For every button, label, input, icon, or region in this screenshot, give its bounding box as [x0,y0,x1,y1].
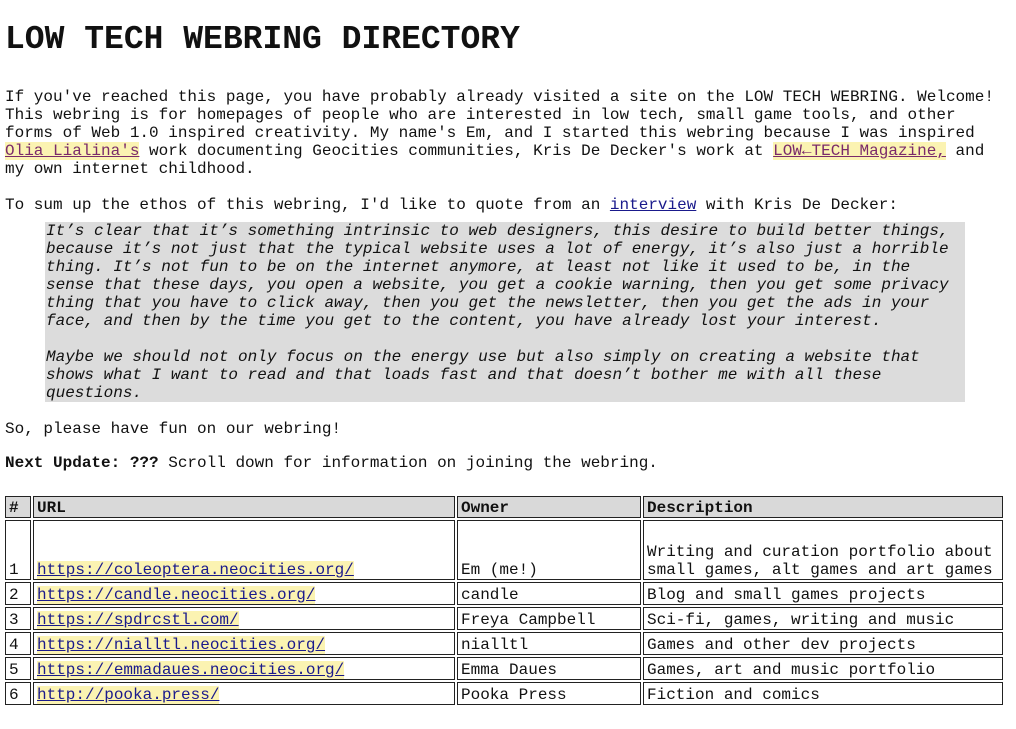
ethos-paragraph [5,196,1005,214]
row-owner: Em (me!) [457,520,641,580]
row-url-link[interactable]: http://pooka.press/ [37,686,220,704]
row-url-cell [33,582,455,605]
table-row [5,520,1003,580]
row-owner: candle [457,582,641,605]
row-url-link[interactable]: https://emmadaues.neocities.org/ [37,661,345,679]
page [5,0,1005,707]
intro-text-1: If you've reached this page, you have probably already visited a site on the LOW TECH WEBRING. Welcome! This webring is for homepages of people who are interested in low tech, small game tools, and other forms of Web 1.0 inspired creativity. My name's Em, and I started this webring because I was inspired [5,88,994,142]
fun-text: So, please have fun on our webring! [5,420,342,438]
row-description: Blog and small games projects [643,582,1003,605]
row-owner: Pooka Press [457,682,641,705]
row-url-cell [33,682,455,705]
next-update-label: Next Update: ??? [5,454,159,472]
row-description: Sci-fi, games, writing and music [643,607,1003,630]
olia-lialina-link[interactable]: Olia Lialina's [5,142,140,160]
low-tech-magazine-link[interactable]: LOW←TECH Magazine, [773,142,946,160]
ethos-text-2: with Kris De Decker: [696,196,898,214]
row-url-cell [33,657,455,680]
table-row [5,682,1003,705]
row-url-cell [33,607,455,630]
intro-text-3: and my own internet childhood. [5,142,985,178]
intro-text-2: work documenting Geocities communities, Kris De Decker's work at [139,142,774,160]
header-description: Description [643,496,1003,518]
ethos-text-1: To sum up the ethos of this webring, I'd like to quote from an [5,196,610,214]
header-num: # [5,496,31,518]
row-owner: Freya Campbell [457,607,641,630]
row-num: 2 [5,582,31,605]
table-row [5,632,1003,655]
row-url-link[interactable]: https://nialltl.neocities.org/ [37,636,326,654]
table-row [5,607,1003,630]
row-num: 1 [5,520,31,580]
row-description: Fiction and comics [643,682,1003,705]
row-owner: Emma Daues [457,657,641,680]
quote-block [45,222,965,402]
next-update [5,454,1005,472]
row-url-cell [33,632,455,655]
table-header-row [5,496,1003,518]
table-row [5,657,1003,680]
row-num: 3 [5,607,31,630]
row-description: Games and other dev projects [643,632,1003,655]
row-url-cell [33,520,455,580]
row-description: Writing and curation portfolio about small games, alt games and art games [643,520,1003,580]
intro-paragraph [5,88,1005,178]
header-url: URL [33,496,455,518]
next-update-text: Scroll down for information on joining the webring. [158,454,658,472]
row-num: 5 [5,657,31,680]
row-description: Games, art and music portfolio [643,657,1003,680]
row-url-link[interactable]: https://candle.neocities.org/ [37,586,316,604]
quote-paragraph-2: Maybe we should not only focus on the energy use but also simply on creating a website that shows what I want to read and that loads fast and that doesn’t bother me with all these questions. [46,348,920,402]
header-owner: Owner [457,496,641,518]
table-row [5,582,1003,605]
row-url-link[interactable]: https://spdrcstl.com/ [37,611,239,629]
row-url-link[interactable]: https://coleoptera.neocities.org/ [37,561,354,579]
row-owner: nialltl [457,632,641,655]
page-title: LOW TECH WEBRING DIRECTORY [5,21,520,58]
row-num: 4 [5,632,31,655]
row-num: 6 [5,682,31,705]
interview-link[interactable]: interview [609,196,697,214]
webring-table [3,494,1005,707]
quote-paragraph-1: It’s clear that it’s something intrinsic to web designers, this desire to build better things, because it’s not just that the typical website uses a lot of energy, it’s also just a horrible thing. It’s not fun to be on the internet anymore, at least not like it used to be, in the sense that these days, you open a website, you get a cookie warning, then you get some privacy thing that you have to click away, then you get the newsletter, then you get the ads in your face, and then by the time you get to the content, you have already lost your interest. [46,222,949,330]
